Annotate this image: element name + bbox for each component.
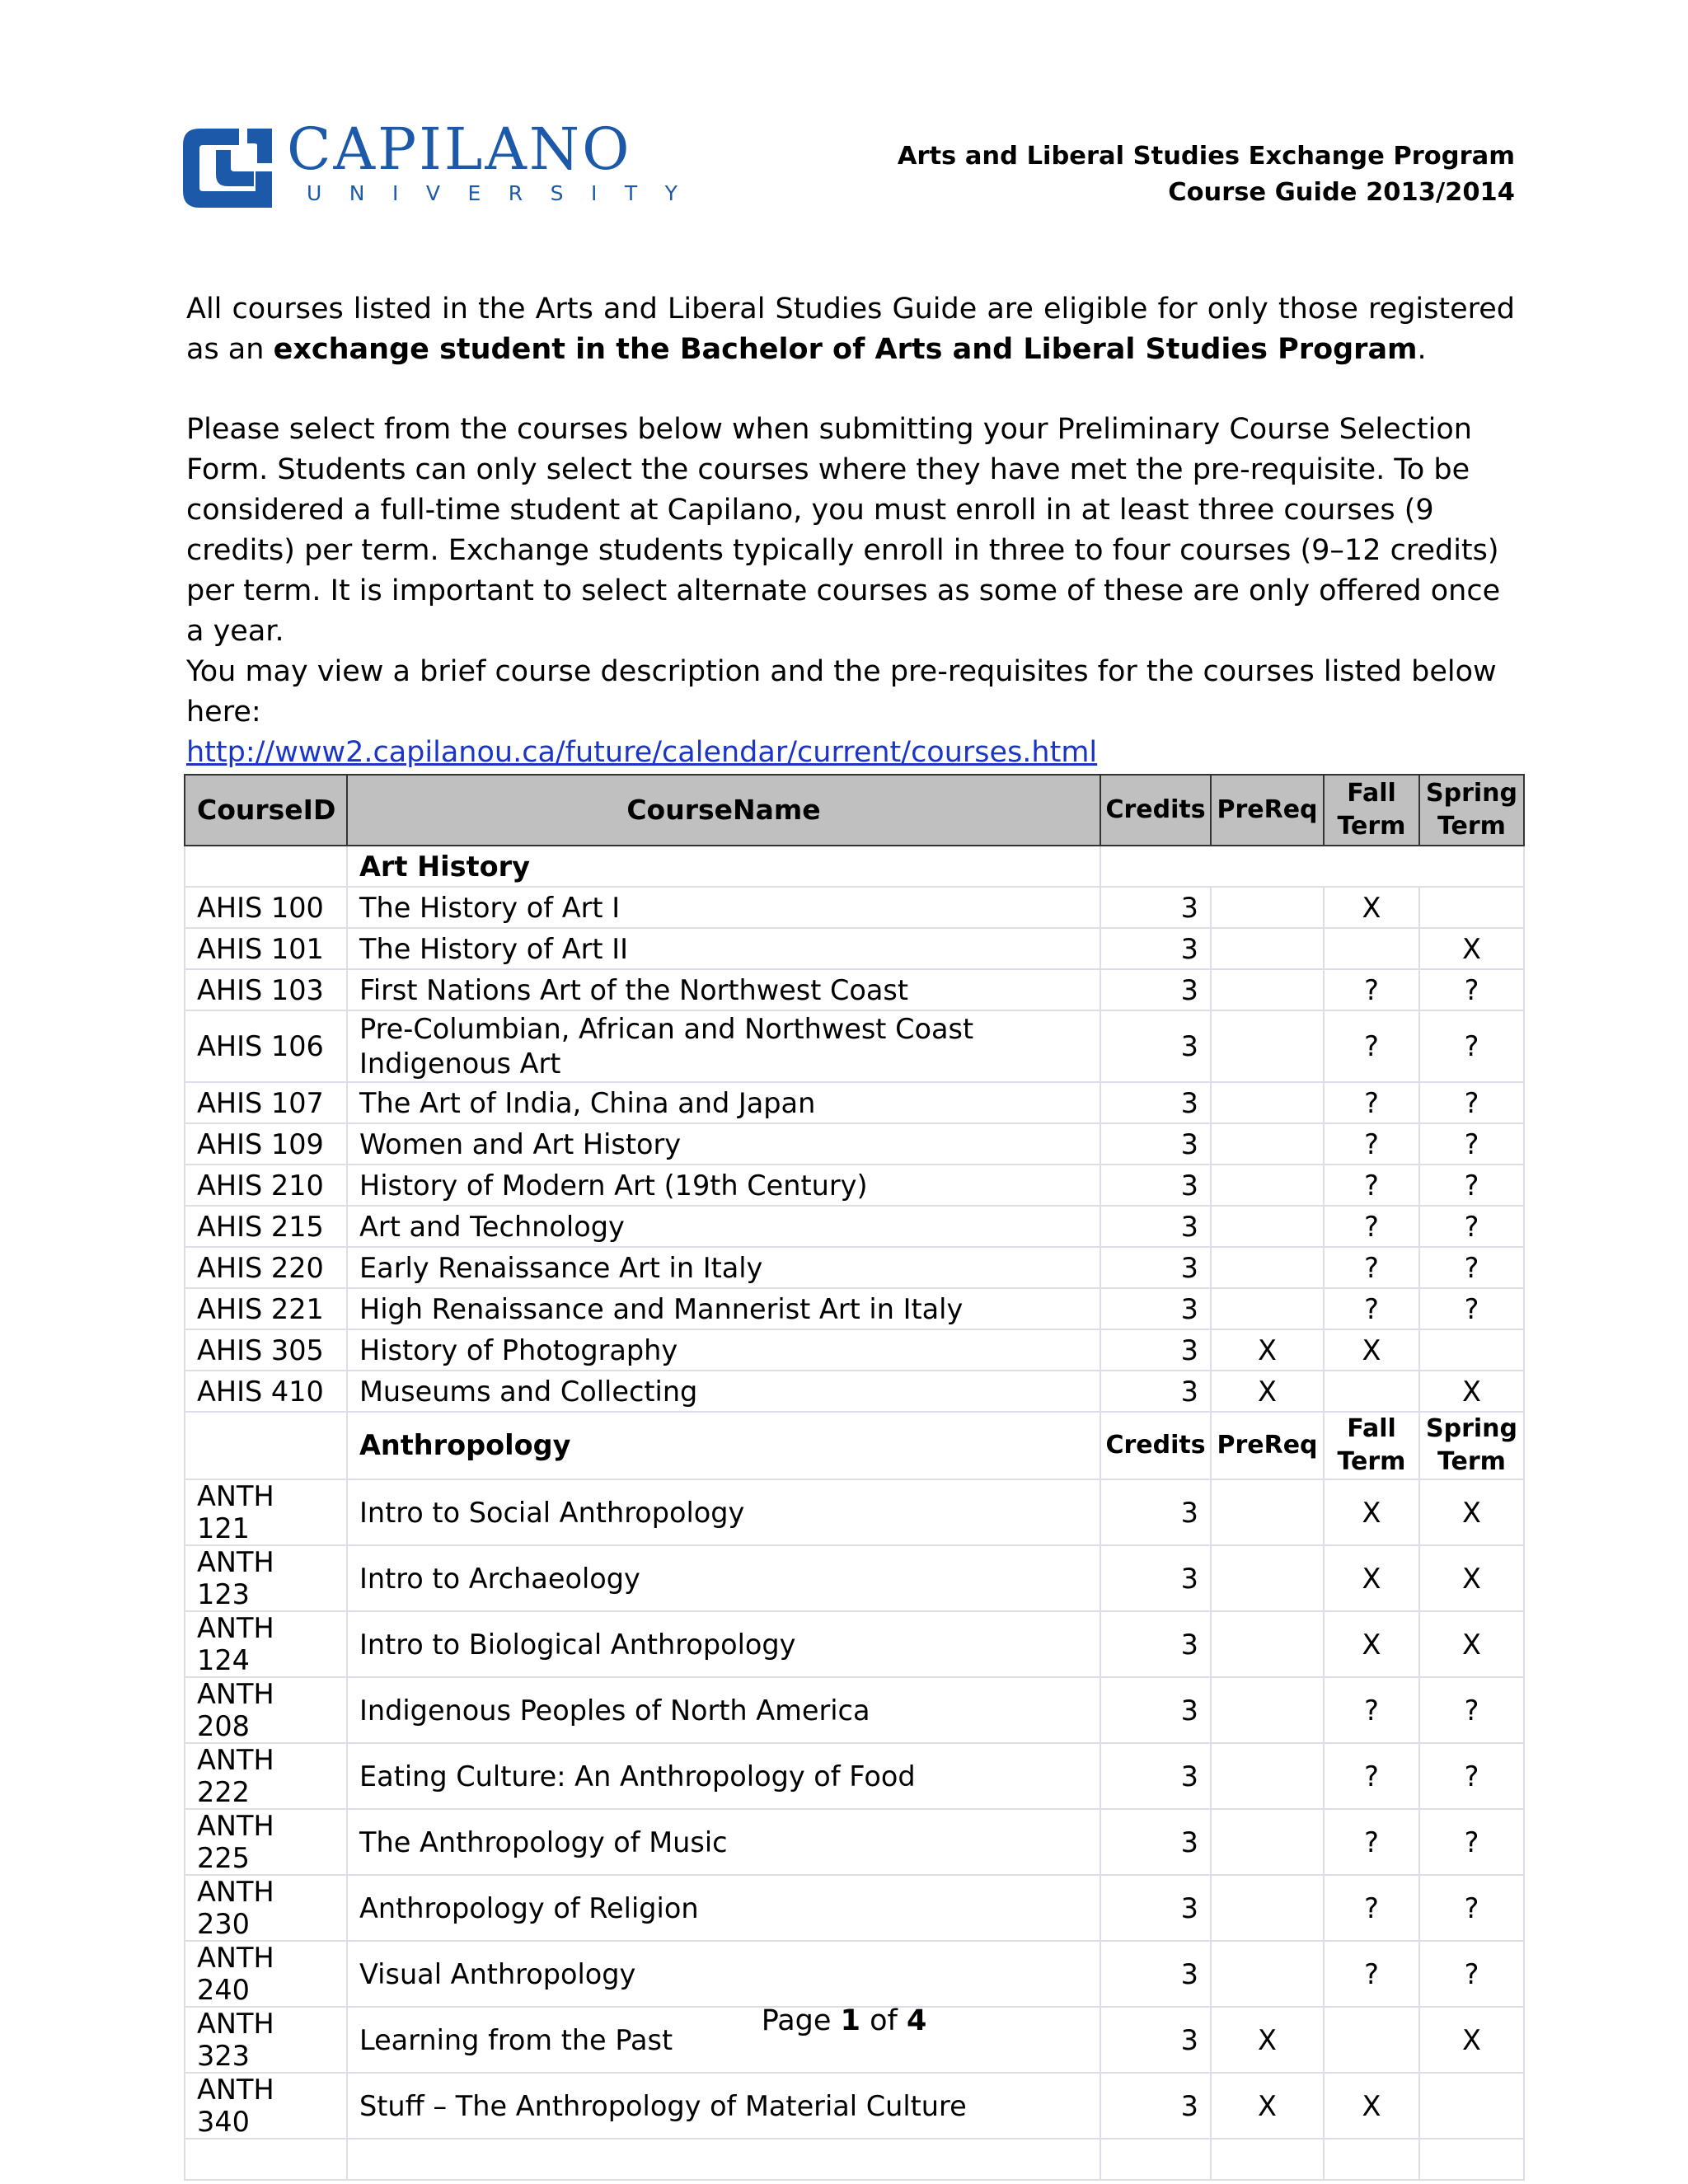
fall-term-cell: ?	[1324, 1677, 1419, 1743]
spring-term-cell: X	[1419, 1611, 1524, 1677]
fall-term-cell: ?	[1324, 1247, 1419, 1288]
section-spacer-cell	[1100, 846, 1524, 887]
table-row	[185, 1123, 1524, 1165]
prereq-cell: X	[1211, 2007, 1324, 2073]
course-id-cell: ANTH 123	[185, 1545, 347, 1611]
spring-term-cell: ?	[1419, 1743, 1524, 1809]
course-id-cell: ANTH 121	[185, 1479, 347, 1545]
credits-cell: 3	[1100, 1247, 1211, 1288]
spring-term-cell: ?	[1419, 1941, 1524, 2007]
prereq-cell	[1211, 1611, 1324, 1677]
spring-term-cell: ?	[1419, 969, 1524, 1010]
prereq-cell	[1211, 1010, 1324, 1082]
subheader-fall-label: Fall	[1347, 1414, 1396, 1443]
fall-term-cell: X	[1324, 1329, 1419, 1371]
table-row	[185, 1371, 1524, 1412]
table-row	[185, 1247, 1524, 1288]
header-program-title: Arts and Liberal Studies Exchange Program	[897, 142, 1515, 171]
course-name-cell: The History of Art II	[347, 928, 1100, 969]
empty-cell	[1324, 2139, 1419, 2180]
header-spring-term	[1419, 775, 1524, 846]
spring-term-cell: X	[1419, 1371, 1524, 1412]
page-of-label: of	[870, 2004, 898, 2037]
course-id-cell: AHIS 107	[185, 1082, 347, 1123]
credits-cell: 3	[1100, 1677, 1211, 1743]
course-id-cell: ANTH 225	[185, 1809, 347, 1875]
course-id-cell: ANTH 124	[185, 1611, 347, 1677]
empty-cell	[1211, 2139, 1324, 2180]
prereq-cell	[1211, 1677, 1324, 1743]
empty-cell	[1419, 2139, 1524, 2180]
header-spring-label: Spring	[1426, 779, 1517, 808]
fall-term-cell: ?	[1324, 1082, 1419, 1123]
prereq-cell	[1211, 1479, 1324, 1545]
logo-subtitle: UNIVERSITY	[307, 181, 706, 205]
course-name-cell: Museums and Collecting	[347, 1371, 1100, 1412]
eligibility-paragraph	[186, 289, 1515, 370]
course-table-body	[185, 846, 1524, 2180]
spring-term-cell	[1419, 887, 1524, 928]
prereq-cell: X	[1211, 1371, 1324, 1412]
spring-term-cell: ?	[1419, 1206, 1524, 1247]
table-row	[185, 1082, 1524, 1123]
section-title: Art History	[347, 846, 1100, 887]
table-row	[185, 1206, 1524, 1247]
course-name-cell: The Anthropology of Music	[347, 1809, 1100, 1875]
credits-cell: 3	[1100, 1165, 1211, 1206]
course-id-cell: ANTH 230	[185, 1875, 347, 1941]
table-row	[185, 1329, 1524, 1371]
fall-term-cell: X	[1324, 887, 1419, 928]
header-course-name: CourseName	[347, 775, 1100, 846]
course-name-cell: Eating Culture: An Anthropology of Food	[347, 1743, 1100, 1809]
credits-cell: 3	[1100, 2073, 1211, 2139]
prereq-cell	[1211, 1743, 1324, 1809]
spring-term-cell: ?	[1419, 1123, 1524, 1165]
prereq-cell	[1211, 1809, 1324, 1875]
spring-term-cell: ?	[1419, 1247, 1524, 1288]
spring-term-cell: X	[1419, 1479, 1524, 1545]
header-fall-label: Fall	[1347, 779, 1396, 808]
credits-cell: 3	[1100, 969, 1211, 1010]
prereq-cell	[1211, 887, 1324, 928]
table-row	[185, 1010, 1524, 1082]
course-name-cell: Anthropology of Religion	[347, 1875, 1100, 1941]
section-subheader-row	[185, 1412, 1524, 1479]
course-id-cell: AHIS 103	[185, 969, 347, 1010]
eligibility-text: All courses listed in the Arts and Liberal Studies Guide are eligible for only those registered as an	[186, 293, 1515, 366]
header-credits: Credits	[1100, 775, 1211, 846]
course-name-cell: Women and Art History	[347, 1123, 1100, 1165]
course-description-paragraph	[186, 652, 1515, 773]
subheader-fall-term-label: Term	[1337, 1447, 1406, 1476]
table-row	[185, 1165, 1524, 1206]
course-id-cell: AHIS 210	[185, 1165, 347, 1206]
spring-term-cell: X	[1419, 1545, 1524, 1611]
credits-cell: 3	[1100, 1611, 1211, 1677]
prereq-cell	[1211, 1123, 1324, 1165]
page-footer	[0, 2004, 1688, 2037]
capilano-c-icon	[181, 125, 274, 211]
section-empty-cell	[185, 1412, 347, 1479]
table-row	[185, 1677, 1524, 1743]
course-name-cell: History of Modern Art (19th Century)	[347, 1165, 1100, 1206]
capilano-logo	[181, 115, 706, 211]
course-id-cell: ANTH 208	[185, 1677, 347, 1743]
fall-term-cell: ?	[1324, 1941, 1419, 2007]
fall-term-cell: ?	[1324, 1165, 1419, 1206]
spring-term-cell: ?	[1419, 1010, 1524, 1082]
course-table	[184, 774, 1525, 2181]
course-id-cell: ANTH 323	[185, 2007, 347, 2073]
course-name-cell: Indigenous Peoples of North America	[347, 1677, 1100, 1743]
fall-term-cell: X	[1324, 2073, 1419, 2139]
credits-cell: 3	[1100, 1545, 1211, 1611]
document-header	[898, 138, 1515, 211]
fall-term-cell	[1324, 1371, 1419, 1412]
course-id-cell: ANTH 222	[185, 1743, 347, 1809]
table-row	[185, 1875, 1524, 1941]
course-id-cell: AHIS 215	[185, 1206, 347, 1247]
fall-term-cell: ?	[1324, 1809, 1419, 1875]
spring-term-cell	[1419, 1329, 1524, 1371]
course-id-cell: AHIS 100	[185, 887, 347, 928]
credits-cell: 3	[1100, 1206, 1211, 1247]
subheader-prereq: PreReq	[1211, 1412, 1324, 1479]
course-name-cell: The History of Art I	[347, 887, 1100, 928]
page-total: 4	[906, 2004, 927, 2037]
fall-term-cell: ?	[1324, 969, 1419, 1010]
prereq-cell	[1211, 1206, 1324, 1247]
empty-row	[185, 2139, 1524, 2180]
credits-cell: 3	[1100, 2007, 1211, 2073]
table-header-row	[185, 775, 1524, 846]
table-row	[185, 1743, 1524, 1809]
table-row	[185, 969, 1524, 1010]
course-id-cell: AHIS 305	[185, 1329, 347, 1371]
prereq-cell: X	[1211, 2073, 1324, 2139]
spring-term-cell: X	[1419, 2007, 1524, 2073]
logo-wordmark: CAPILANO	[287, 115, 632, 183]
subheader-fall-term	[1324, 1412, 1419, 1479]
spring-term-cell: ?	[1419, 1875, 1524, 1941]
prereq-cell: X	[1211, 1329, 1324, 1371]
fall-term-cell	[1324, 928, 1419, 969]
fall-term-cell: ?	[1324, 1010, 1419, 1082]
subheader-credits: Credits	[1100, 1412, 1211, 1479]
table-row	[185, 1941, 1524, 2007]
spring-term-cell: X	[1419, 928, 1524, 969]
credits-cell: 3	[1100, 1288, 1211, 1329]
section-empty-cell	[185, 846, 347, 887]
credits-cell: 3	[1100, 1123, 1211, 1165]
fall-term-cell: ?	[1324, 1743, 1419, 1809]
course-name-cell: Stuff – The Anthropology of Material Culture	[347, 2073, 1100, 2139]
course-name-cell: Intro to Biological Anthropology	[347, 1611, 1100, 1677]
empty-cell	[347, 2139, 1100, 2180]
prereq-cell	[1211, 1288, 1324, 1329]
table-row	[185, 1288, 1524, 1329]
course-name-cell: Intro to Archaeology	[347, 1545, 1100, 1611]
header-guide-year: Course Guide 2013/2014	[1168, 178, 1515, 207]
credits-cell: 3	[1100, 1479, 1211, 1545]
table-row	[185, 1545, 1524, 1611]
course-name-cell: High Renaissance and Mannerist Art in Italy	[347, 1288, 1100, 1329]
page-number: 1	[840, 2004, 860, 2037]
fall-term-cell: X	[1324, 1479, 1419, 1545]
prereq-cell	[1211, 969, 1324, 1010]
credits-cell: 3	[1100, 1743, 1211, 1809]
prereq-cell	[1211, 1941, 1324, 2007]
fall-term-cell: ?	[1324, 1875, 1419, 1941]
course-name-cell: Pre-Columbian, African and Northwest Coast Indigenous Art	[347, 1010, 1100, 1082]
prereq-cell	[1211, 1165, 1324, 1206]
credits-cell: 3	[1100, 1082, 1211, 1123]
subheader-spring-term	[1419, 1412, 1524, 1479]
course-id-cell: AHIS 106	[185, 1010, 347, 1082]
course-id-cell: AHIS 410	[185, 1371, 347, 1412]
section-row	[185, 846, 1524, 887]
header-fall-term-label: Term	[1337, 812, 1406, 841]
course-calendar-link[interactable]: http://www2.capilanou.ca/future/calendar/current/courses.html	[186, 736, 1098, 769]
course-name-cell: Art and Technology	[347, 1206, 1100, 1247]
credits-cell: 3	[1100, 1809, 1211, 1875]
page-label: Page	[761, 2004, 832, 2037]
empty-cell	[185, 2139, 347, 2180]
credits-cell: 3	[1100, 887, 1211, 928]
table-row	[185, 1611, 1524, 1677]
prereq-cell	[1211, 928, 1324, 969]
section-title: Anthropology	[347, 1412, 1100, 1479]
course-name-cell: Learning from the Past	[347, 2007, 1100, 2073]
fall-term-cell: ?	[1324, 1123, 1419, 1165]
selection-instructions-paragraph: Please select from the courses below when submitting your Preliminary Course Selection Form. Students can only select the courses where they have met the pre-requisite. To be considered a full-time student at Capilano, you must enroll in at least three courses (9 credits) per term. Exchange students typically enroll in three to four courses (9–12 credits) per term. It is important to select alternate courses as some of these are only offered once a year.	[186, 413, 1501, 648]
header-spring-term-label: Term	[1437, 812, 1506, 841]
course-id-cell: AHIS 101	[185, 928, 347, 969]
empty-cell	[1100, 2139, 1211, 2180]
course-id-cell: ANTH 240	[185, 1941, 347, 2007]
spring-term-cell	[1419, 2073, 1524, 2139]
spring-term-cell: ?	[1419, 1288, 1524, 1329]
table-row	[185, 1809, 1524, 1875]
spring-term-cell: ?	[1419, 1809, 1524, 1875]
table-row	[185, 928, 1524, 969]
course-name-cell: First Nations Art of the Northwest Coast	[347, 969, 1100, 1010]
prereq-cell	[1211, 1247, 1324, 1288]
course-name-cell: History of Photography	[347, 1329, 1100, 1371]
credits-cell: 3	[1100, 1371, 1211, 1412]
course-name-cell: Early Renaissance Art in Italy	[347, 1247, 1100, 1288]
course-id-cell: AHIS 109	[185, 1123, 347, 1165]
header-course-id: CourseID	[185, 775, 347, 846]
credits-cell: 3	[1100, 1010, 1211, 1082]
fall-term-cell: ?	[1324, 1288, 1419, 1329]
course-name-cell: Visual Anthropology	[347, 1941, 1100, 2007]
course-id-cell: AHIS 221	[185, 1288, 347, 1329]
prereq-cell	[1211, 1545, 1324, 1611]
course-id-cell: AHIS 220	[185, 1247, 347, 1288]
header-prereq: PreReq	[1211, 775, 1324, 846]
subheader-spring-term-label: Term	[1437, 1447, 1506, 1476]
table-row	[185, 887, 1524, 928]
prereq-cell	[1211, 1875, 1324, 1941]
credits-cell: 3	[1100, 1875, 1211, 1941]
fall-term-cell: ?	[1324, 1206, 1419, 1247]
eligibility-bold-text: exchange student in the Bachelor of Arts and Liberal Studies Program	[273, 333, 1418, 366]
credits-cell: 3	[1100, 928, 1211, 969]
credits-cell: 3	[1100, 1941, 1211, 2007]
course-name-cell: Intro to Social Anthropology	[347, 1479, 1100, 1545]
table-row	[185, 1479, 1524, 1545]
header-fall-term	[1324, 775, 1419, 846]
table-row	[185, 2073, 1524, 2139]
course-name-cell: The Art of India, China and Japan	[347, 1082, 1100, 1123]
eligibility-period: .	[1417, 333, 1427, 366]
subheader-spring-label: Spring	[1426, 1414, 1517, 1443]
credits-cell: 3	[1100, 1329, 1211, 1371]
spring-term-cell: ?	[1419, 1082, 1524, 1123]
course-description-text: You may view a brief course description and the pre-requisites for the courses listed below here:	[186, 655, 1497, 729]
fall-term-cell: X	[1324, 1545, 1419, 1611]
course-id-cell: ANTH 340	[185, 2073, 347, 2139]
prereq-cell	[1211, 1082, 1324, 1123]
spring-term-cell: ?	[1419, 1677, 1524, 1743]
fall-term-cell: X	[1324, 1611, 1419, 1677]
spring-term-cell: ?	[1419, 1165, 1524, 1206]
